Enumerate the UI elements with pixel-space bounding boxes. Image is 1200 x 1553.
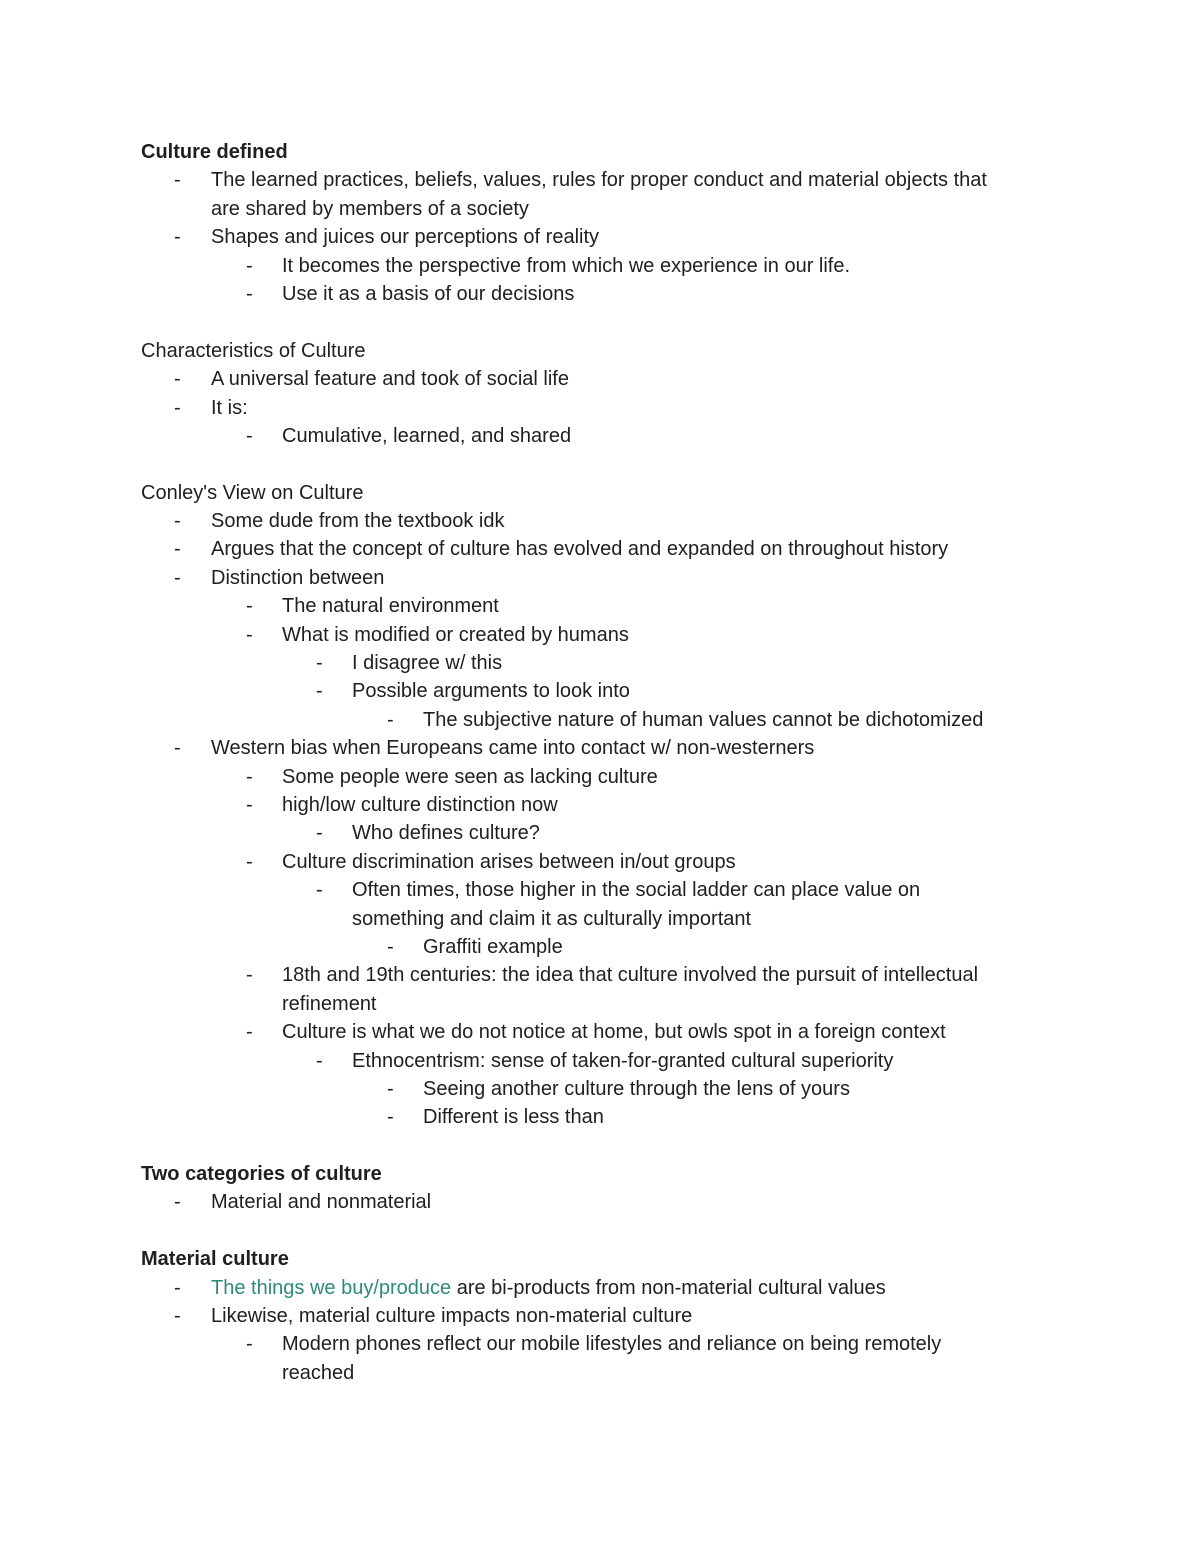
list-item [0,791,1200,819]
list-item-text: It becomes the perspective from which we experience in our life. [282,254,851,277]
bullet-dash: - [387,708,394,731]
list-item-text: What is modified or created by humans [282,623,629,646]
list-item-text: are shared by members of a society [211,197,529,220]
list-item-text: It is: [211,396,248,419]
list-item [0,564,1200,592]
bullet-dash: - [246,1333,253,1356]
list-item-text [211,1274,886,1302]
list-item-text: Seeing another culture through the lens of yours [423,1077,850,1100]
list-item-text-rest: are bi-products from non-material cultural values [451,1276,886,1299]
list-item-continuation [0,905,1200,933]
list-item-text: Culture discrimination arises between in/out groups [282,850,736,873]
list-item-text: Likewise, material culture impacts non-material culture [211,1305,693,1328]
list-item-text: Some dude from the textbook idk [211,510,505,533]
list-item [0,394,1200,422]
list-item-text: Culture is what we do not notice at home, but owls spot in a foreign context [282,1021,946,1044]
bullet-dash: - [174,368,181,391]
section-heading-characteristics: Characteristics of Culture [141,339,366,362]
bullet-dash: - [316,680,323,703]
list-item-text: Some people were seen as lacking culture [282,765,658,788]
bullet-dash: - [174,566,181,589]
bullet-dash: - [174,1305,181,1328]
list-item [0,252,1200,280]
list-item-text: Shapes and juices our perceptions of reality [211,226,600,249]
bullet-dash: - [246,623,253,646]
list-item-text: I disagree w/ this [352,652,503,675]
list-item-text: Material and nonmaterial [211,1191,432,1214]
list-item [0,1274,1200,1302]
list-item-text: something and claim it as culturally important [352,907,752,930]
bullet-dash: - [246,850,253,873]
bullet-dash: - [316,1049,323,1072]
spacer [0,1217,1200,1245]
list-item [0,592,1200,620]
list-item-text: Argues that the concept of culture has evolved and expanded on throughout history [211,538,949,561]
list-item [0,819,1200,847]
list-item-text: Who defines culture? [352,822,540,845]
list-item [0,734,1200,762]
list-item [0,365,1200,393]
bullet-dash: - [174,1191,181,1214]
list-item-text: The subjective nature of human values cannot be dichotomized [423,708,984,731]
list-item-text: The learned practices, beliefs, values, rules for proper conduct and material objects that [211,169,987,192]
list-item [0,535,1200,563]
list-item-text: Use it as a basis of our decisions [282,282,575,305]
document-page [0,138,1200,1387]
list-item [0,1330,1200,1358]
list-item-continuation [0,195,1200,223]
bullet-dash: - [387,1077,394,1100]
list-item [0,1047,1200,1075]
list-item [0,677,1200,705]
bullet-dash: - [316,879,323,902]
spacer [0,1132,1200,1160]
bullet-dash: - [246,964,253,987]
list-item [0,1302,1200,1330]
list-item [0,223,1200,251]
list-item [0,763,1200,791]
spacer [0,308,1200,336]
list-item-continuation [0,990,1200,1018]
bullet-dash: - [246,595,253,618]
bullet-dash: - [174,169,181,192]
list-item-text: Possible arguments to look into [352,680,630,703]
list-item-text: Cumulative, learned, and shared [282,424,572,447]
list-item [0,507,1200,535]
bullet-dash: - [246,254,253,277]
bullet-dash: - [246,1021,253,1044]
section-heading-conley: Conley's View on Culture [141,481,364,504]
list-item-text: Graffiti example [423,935,563,958]
list-item [0,649,1200,677]
list-item [0,1188,1200,1216]
list-item-text: The natural environment [282,595,499,618]
list-item-text: 18th and 19th centuries: the idea that culture involved the pursuit of intellectual [282,964,979,987]
bullet-dash: - [246,282,253,305]
section-heading-culture-defined: Culture defined [141,141,288,163]
list-item-text: A universal feature and took of social life [211,368,569,391]
bullet-dash: - [246,793,253,816]
list-item-text: Different is less than [423,1106,604,1129]
list-item [0,1018,1200,1046]
bullet-dash: - [316,652,323,675]
list-item [0,706,1200,734]
bullet-dash: - [174,226,181,249]
list-item [0,876,1200,904]
list-item [0,933,1200,961]
list-item [0,621,1200,649]
list-item-text: Often times, those higher in the social ladder can place value on [352,879,921,902]
list-item-text: Ethnocentrism: sense of taken-for-granted cultural superiority [352,1049,894,1072]
list-item-text: Western bias when Europeans came into contact w/ non-westerners [211,737,815,760]
list-item [0,1103,1200,1131]
bullet-dash: - [174,538,181,561]
list-item-text: high/low culture distinction now [282,793,558,816]
bullet-dash: - [174,396,181,419]
bullet-dash: - [246,765,253,788]
bullet-dash: - [246,424,253,447]
spacer [0,450,1200,478]
bullet-dash: - [174,737,181,760]
bullet-dash: - [174,1276,181,1299]
bullet-dash: - [316,822,323,845]
highlighted-link-text[interactable]: The things we buy/produce [211,1276,452,1299]
list-item [0,422,1200,450]
list-item-text: reached [282,1361,355,1384]
list-item [0,166,1200,194]
bullet-dash: - [174,510,181,533]
list-item-text: Distinction between [211,566,385,589]
bullet-dash: - [387,1106,394,1129]
bullet-dash: - [387,935,394,958]
section-heading-material-culture: Material culture [141,1248,289,1271]
list-item [0,1075,1200,1103]
list-item [0,848,1200,876]
list-item-continuation [0,1359,1200,1387]
list-item-text: refinement [282,992,377,1015]
list-item-text: Modern phones reflect our mobile lifestyles and reliance on being remotely [282,1333,942,1356]
section-heading-two-categories: Two categories of culture [141,1163,382,1186]
list-item [0,280,1200,308]
list-item [0,961,1200,989]
